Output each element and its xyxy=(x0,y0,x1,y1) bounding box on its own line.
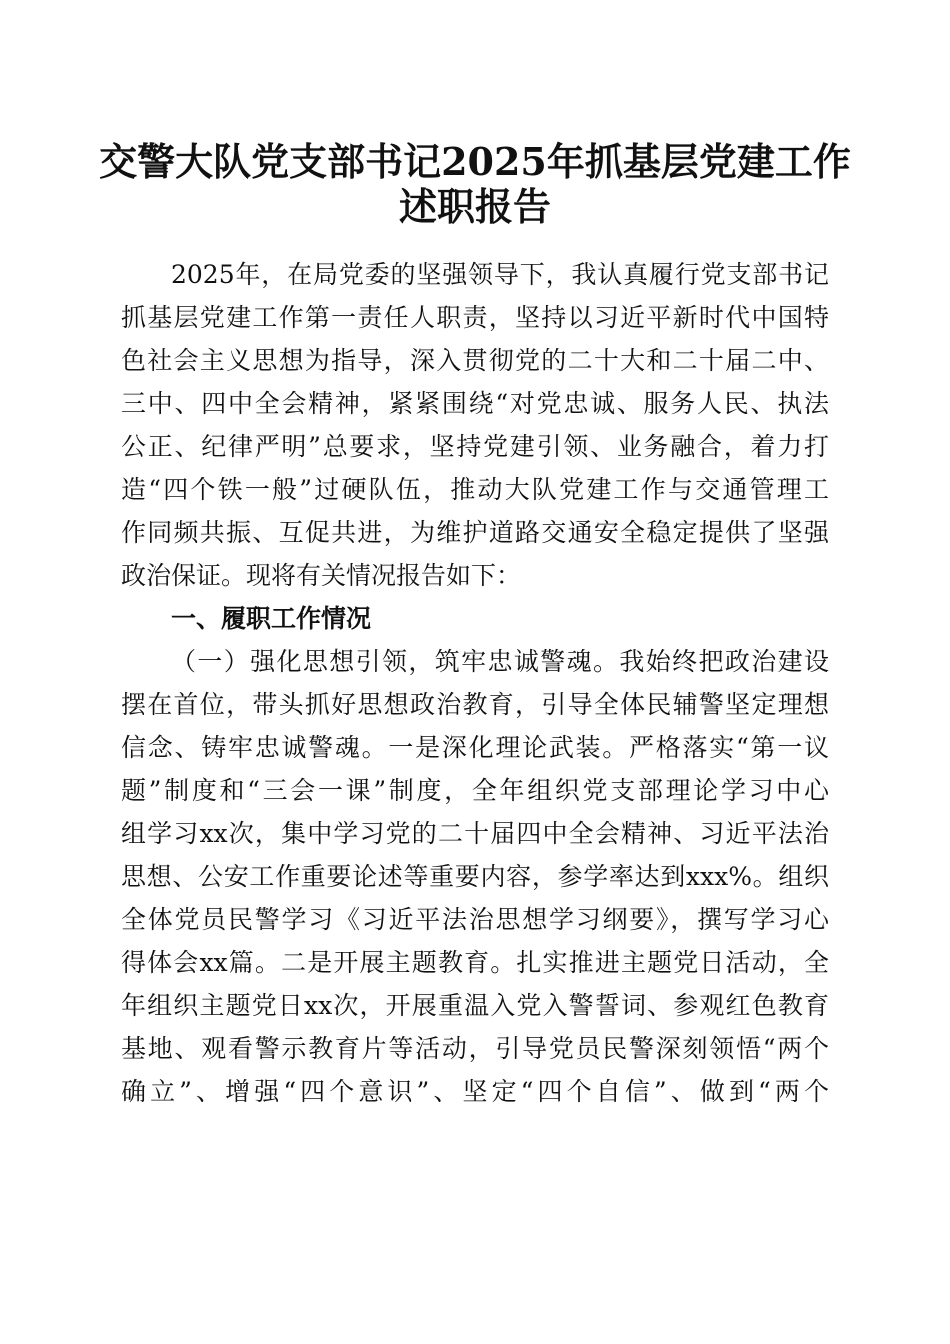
paragraph-line: 全体党员民警学习《习近平法治思想学习纲要》，撰写学习心 xyxy=(121,905,829,934)
paragraph-line: 摆在首位，带头抓好思想政治教育，引导全体民辅警坚定理想 xyxy=(121,690,829,719)
section-heading: 一、履职工作情况 xyxy=(171,604,372,633)
paragraph-line: 思想、公安工作重要论述等重要内容，参学率达到xxx%。组织 xyxy=(121,862,829,891)
paragraph-line: 信念、铸牢忠诚警魂。一是深化理论武装。严格落实“第一议 xyxy=(121,733,829,762)
paragraph-line: 公正、纪律严明”总要求，坚持党建引领、业务融合，着力打 xyxy=(121,432,829,461)
paragraph-line: 三中、四中全会精神，紧紧围绕“对党忠诚、服务人民、执法 xyxy=(121,389,829,418)
paragraph-line: 作同频共振、互促共进，为维护道路交通安全稳定提供了坚强 xyxy=(121,518,829,547)
paragraph-line: 年组织主题党日xx次，开展重温入党入警誓词、参观红色教育 xyxy=(121,991,829,1020)
paragraph-line: 确立”、增强“四个意识”、坚定“四个自信”、做到“两个 xyxy=(121,1077,829,1106)
paragraph-line: 得体会xx篇。二是开展主题教育。扎实推进主题党日活动，全 xyxy=(121,948,829,977)
paragraph-line: 题”制度和“三会一课”制度，全年组织党支部理论学习中心 xyxy=(121,776,829,805)
paragraph-line: 色社会主义思想为指导，深入贯彻党的二十大和二十届二中、 xyxy=(121,346,829,375)
document-title-line-1: 交警大队党支部书记2025年抓基层党建工作 xyxy=(99,139,851,184)
document-title-line-2: 述职报告 xyxy=(398,184,551,229)
paragraph-line: 抓基层党建工作第一责任人职责，坚持以习近平新时代中国特 xyxy=(121,303,829,332)
paragraph-line: （一）强化思想引领，筑牢忠诚警魂。我始终把政治建设 xyxy=(171,647,829,676)
paragraph-line: 基地、观看警示教育片等活动，引导党员民警深刻领悟“两个 xyxy=(121,1034,829,1063)
paragraph-line: 组学习xx次，集中学习党的二十届四中全会精神、习近平法治 xyxy=(121,819,829,848)
paragraph-line: 2025年，在局党委的坚强领导下，我认真履行党支部书记 xyxy=(171,260,829,289)
paragraph-line: 政治保证。现将有关情况报告如下： xyxy=(121,561,522,590)
paragraph-line: 造“四个铁一般”过硬队伍，推动大队党建工作与交通管理工 xyxy=(121,475,829,504)
